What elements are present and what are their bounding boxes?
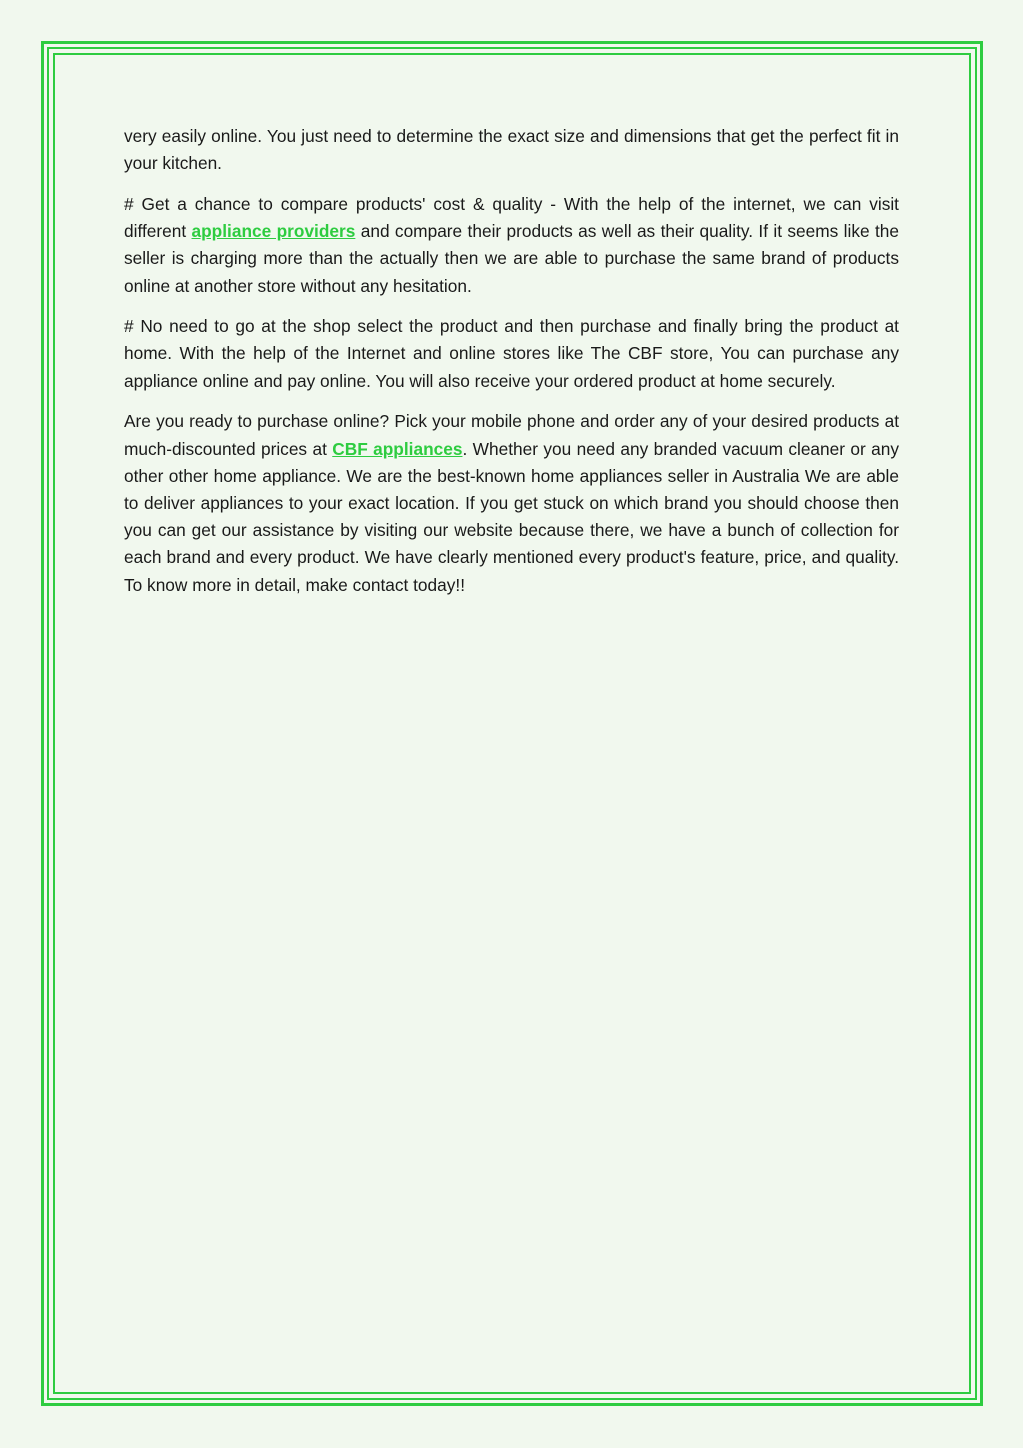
paragraph-text: . Whether you need any branded vacuum cleaner or any other other home appliance. We are the best-known home appliances seller in Australia We are able to deliver appliances to your exact location. If you get stuck on which brand you should choose then you can get our assistance by visiting our website because there, we have a bunch of collection for each brand and every product. We have clearly mentioned every product's feature, price, and quality. To know more in detail, make contact today!! [124, 438, 899, 595]
paragraph-compare-products [124, 191, 899, 300]
appliance-providers-link[interactable]: appliance providers [191, 221, 356, 242]
paragraph-no-need-shop [124, 313, 899, 395]
paragraph-text: # Get a chance to compare products' cost & quality - With the help of the internet, we can visit different [124, 193, 899, 242]
cbf-appliances-link[interactable]: CBF appliances [332, 438, 463, 459]
document-body [124, 123, 899, 612]
paragraph-text: and compare their products as well as their quality. If it seems like the seller is charging more than the actually then we are able to purchase the same brand of products online at another store without any hesitation. [124, 221, 899, 296]
paragraph-text: very easily online. You just need to determine the exact size and dimensions that get the perfect fit in your kitchen. [124, 126, 899, 174]
paragraph-intro [124, 123, 899, 177]
paragraph-ready-to-purchase [124, 408, 899, 598]
paragraph-text: # No need to go at the shop select the product and then purchase and finally bring the product at home. With the help of the Internet and online stores like The CBF store, You can purchase any appliance online and pay online. You will also receive your ordered product at home securely. [124, 316, 899, 391]
paragraph-text: Are you ready to purchase online? Pick your mobile phone and order any of your desired products at much-discounted prices at [124, 411, 899, 459]
